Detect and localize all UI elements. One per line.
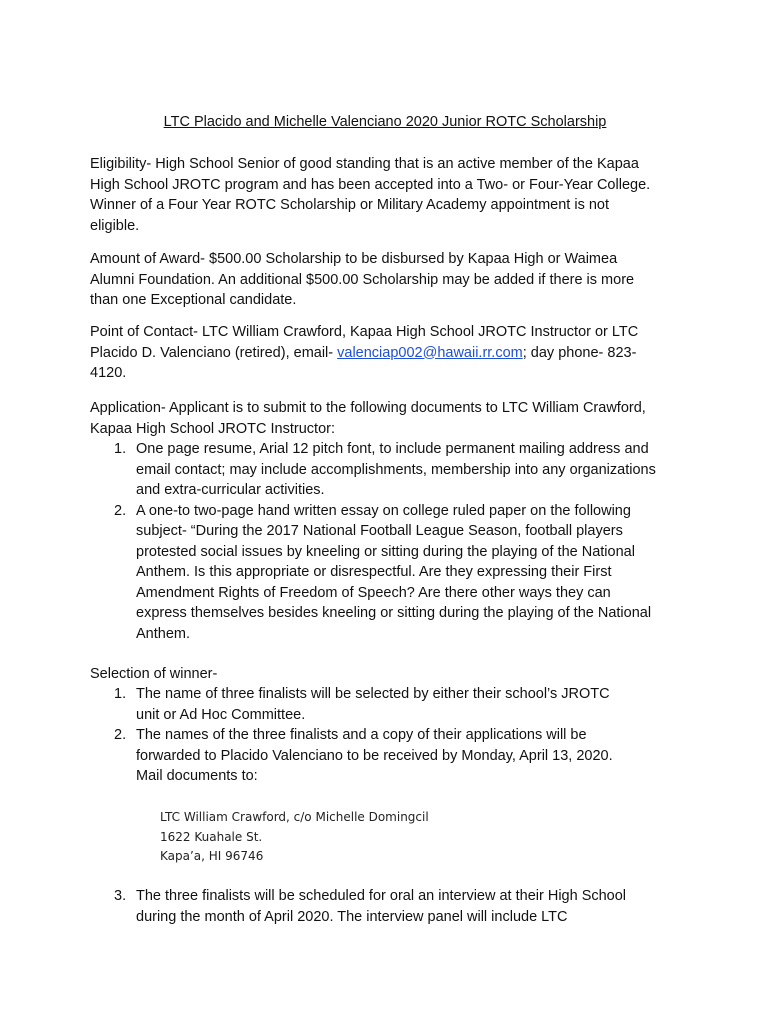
list-number: 3.: [114, 888, 127, 904]
list-item-line: A one-to two-page hand written essay on college ruled paper on the following: [136, 502, 631, 519]
address-line: Kapa’a, HI 96746: [160, 849, 264, 863]
list-item: [114, 439, 694, 501]
eligibility-paragraph: [90, 154, 690, 236]
award-line: Alumni Foundation. An additional $500.00 Scholarship may be added if there is more: [90, 271, 635, 288]
application-line: Application- Applicant is to submit to the following documents to LTC William Crawford,: [90, 400, 646, 416]
contact-text: Placido D. Valenciano (retired), email-: [90, 344, 338, 361]
list-item-line: Anthem.: [136, 625, 190, 642]
contact-line: 4120.: [90, 365, 127, 381]
list-item: [114, 725, 694, 787]
application-intro: [90, 398, 690, 439]
address-line: LTC William Crawford, c/o Michelle Domingcil: [160, 810, 429, 824]
selection-list: [114, 684, 694, 787]
list-item: [114, 501, 694, 645]
list-number: 1.: [114, 686, 127, 702]
list-item-line: subject- “During the 2017 National Football League Season, football players: [136, 523, 623, 539]
list-item: [114, 886, 694, 927]
list-item-line: The names of the three finalists and a copy of their applications will be: [136, 727, 587, 743]
award-line: than one Exceptional candidate.: [90, 292, 297, 308]
list-item-line: Anthem. Is this appropriate or disrespectful. Are they expressing their First: [136, 564, 612, 580]
selection-list-continued: [114, 886, 694, 927]
list-number: 2.: [114, 727, 127, 743]
selection-intro: Selection of winner-: [90, 666, 218, 682]
eligibility-line: High School JROTC program and has been accepted into a Two- or Four-Year College.: [90, 176, 651, 193]
list-item-line: protested social issues by kneeling or sitting during the playing of the National: [136, 543, 635, 560]
application-list: [114, 439, 694, 644]
address-line: 1622 Kuahale St.: [160, 829, 263, 844]
document-title: LTC Placido and Michelle Valenciano 2020 Junior ROTC Scholarship: [163, 114, 607, 130]
list-item-line: email contact; may include accomplishments, membership into any organizations: [136, 461, 656, 478]
contact-text: ; day phone- 823-: [522, 344, 637, 361]
list-item-line: The three finalists will be scheduled for oral an interview at their High School: [136, 888, 627, 904]
eligibility-line: Eligibility- High School Senior of good standing that is an active member of the Kapaa: [90, 156, 639, 172]
list-item-line: during the month of April 2020. The interview panel will include LTC: [136, 908, 568, 925]
award-line: Amount of Award- $500.00 Scholarship to be disbursed by Kapaa High or Waimea: [90, 251, 618, 267]
contact-line: [90, 343, 690, 364]
contact-line: Point of Contact- LTC William Crawford, Kapaa High School JROTC Instructor or LTC: [90, 324, 639, 340]
list-number: 1.: [114, 441, 127, 457]
award-paragraph: [90, 249, 690, 311]
list-item-line: forwarded to Placido Valenciano to be received by Monday, April 13, 2020.: [136, 747, 613, 764]
list-item-line: Amendment Rights of Freedom of Speech? Are there other ways they can: [136, 584, 611, 601]
list-item-line: One page resume, Arial 12 pitch font, to include permanent mailing address and: [136, 441, 649, 457]
contact-paragraph: [90, 322, 690, 384]
eligibility-line: Winner of a Four Year ROTC Scholarship or Military Academy appointment is not: [90, 197, 610, 213]
list-item-line: The name of three finalists will be selected by either their school’s JROTC: [136, 686, 610, 702]
email-link[interactable]: valenciap002@hawaii.rr.com: [337, 344, 523, 361]
application-line: Kapaa High School JROTC Instructor:: [90, 420, 335, 437]
mailing-address: [160, 808, 429, 867]
list-item-line: unit or Ad Hoc Committee.: [136, 706, 306, 723]
list-item-line: and extra-curricular activities.: [136, 482, 325, 498]
list-number: 2.: [114, 502, 127, 519]
list-item-line: express themselves besides kneeling or sitting during the playing of the National: [136, 605, 652, 621]
eligibility-line: eligible.: [90, 217, 140, 234]
list-item-line: Mail documents to:: [136, 768, 258, 784]
list-item: [114, 684, 694, 725]
